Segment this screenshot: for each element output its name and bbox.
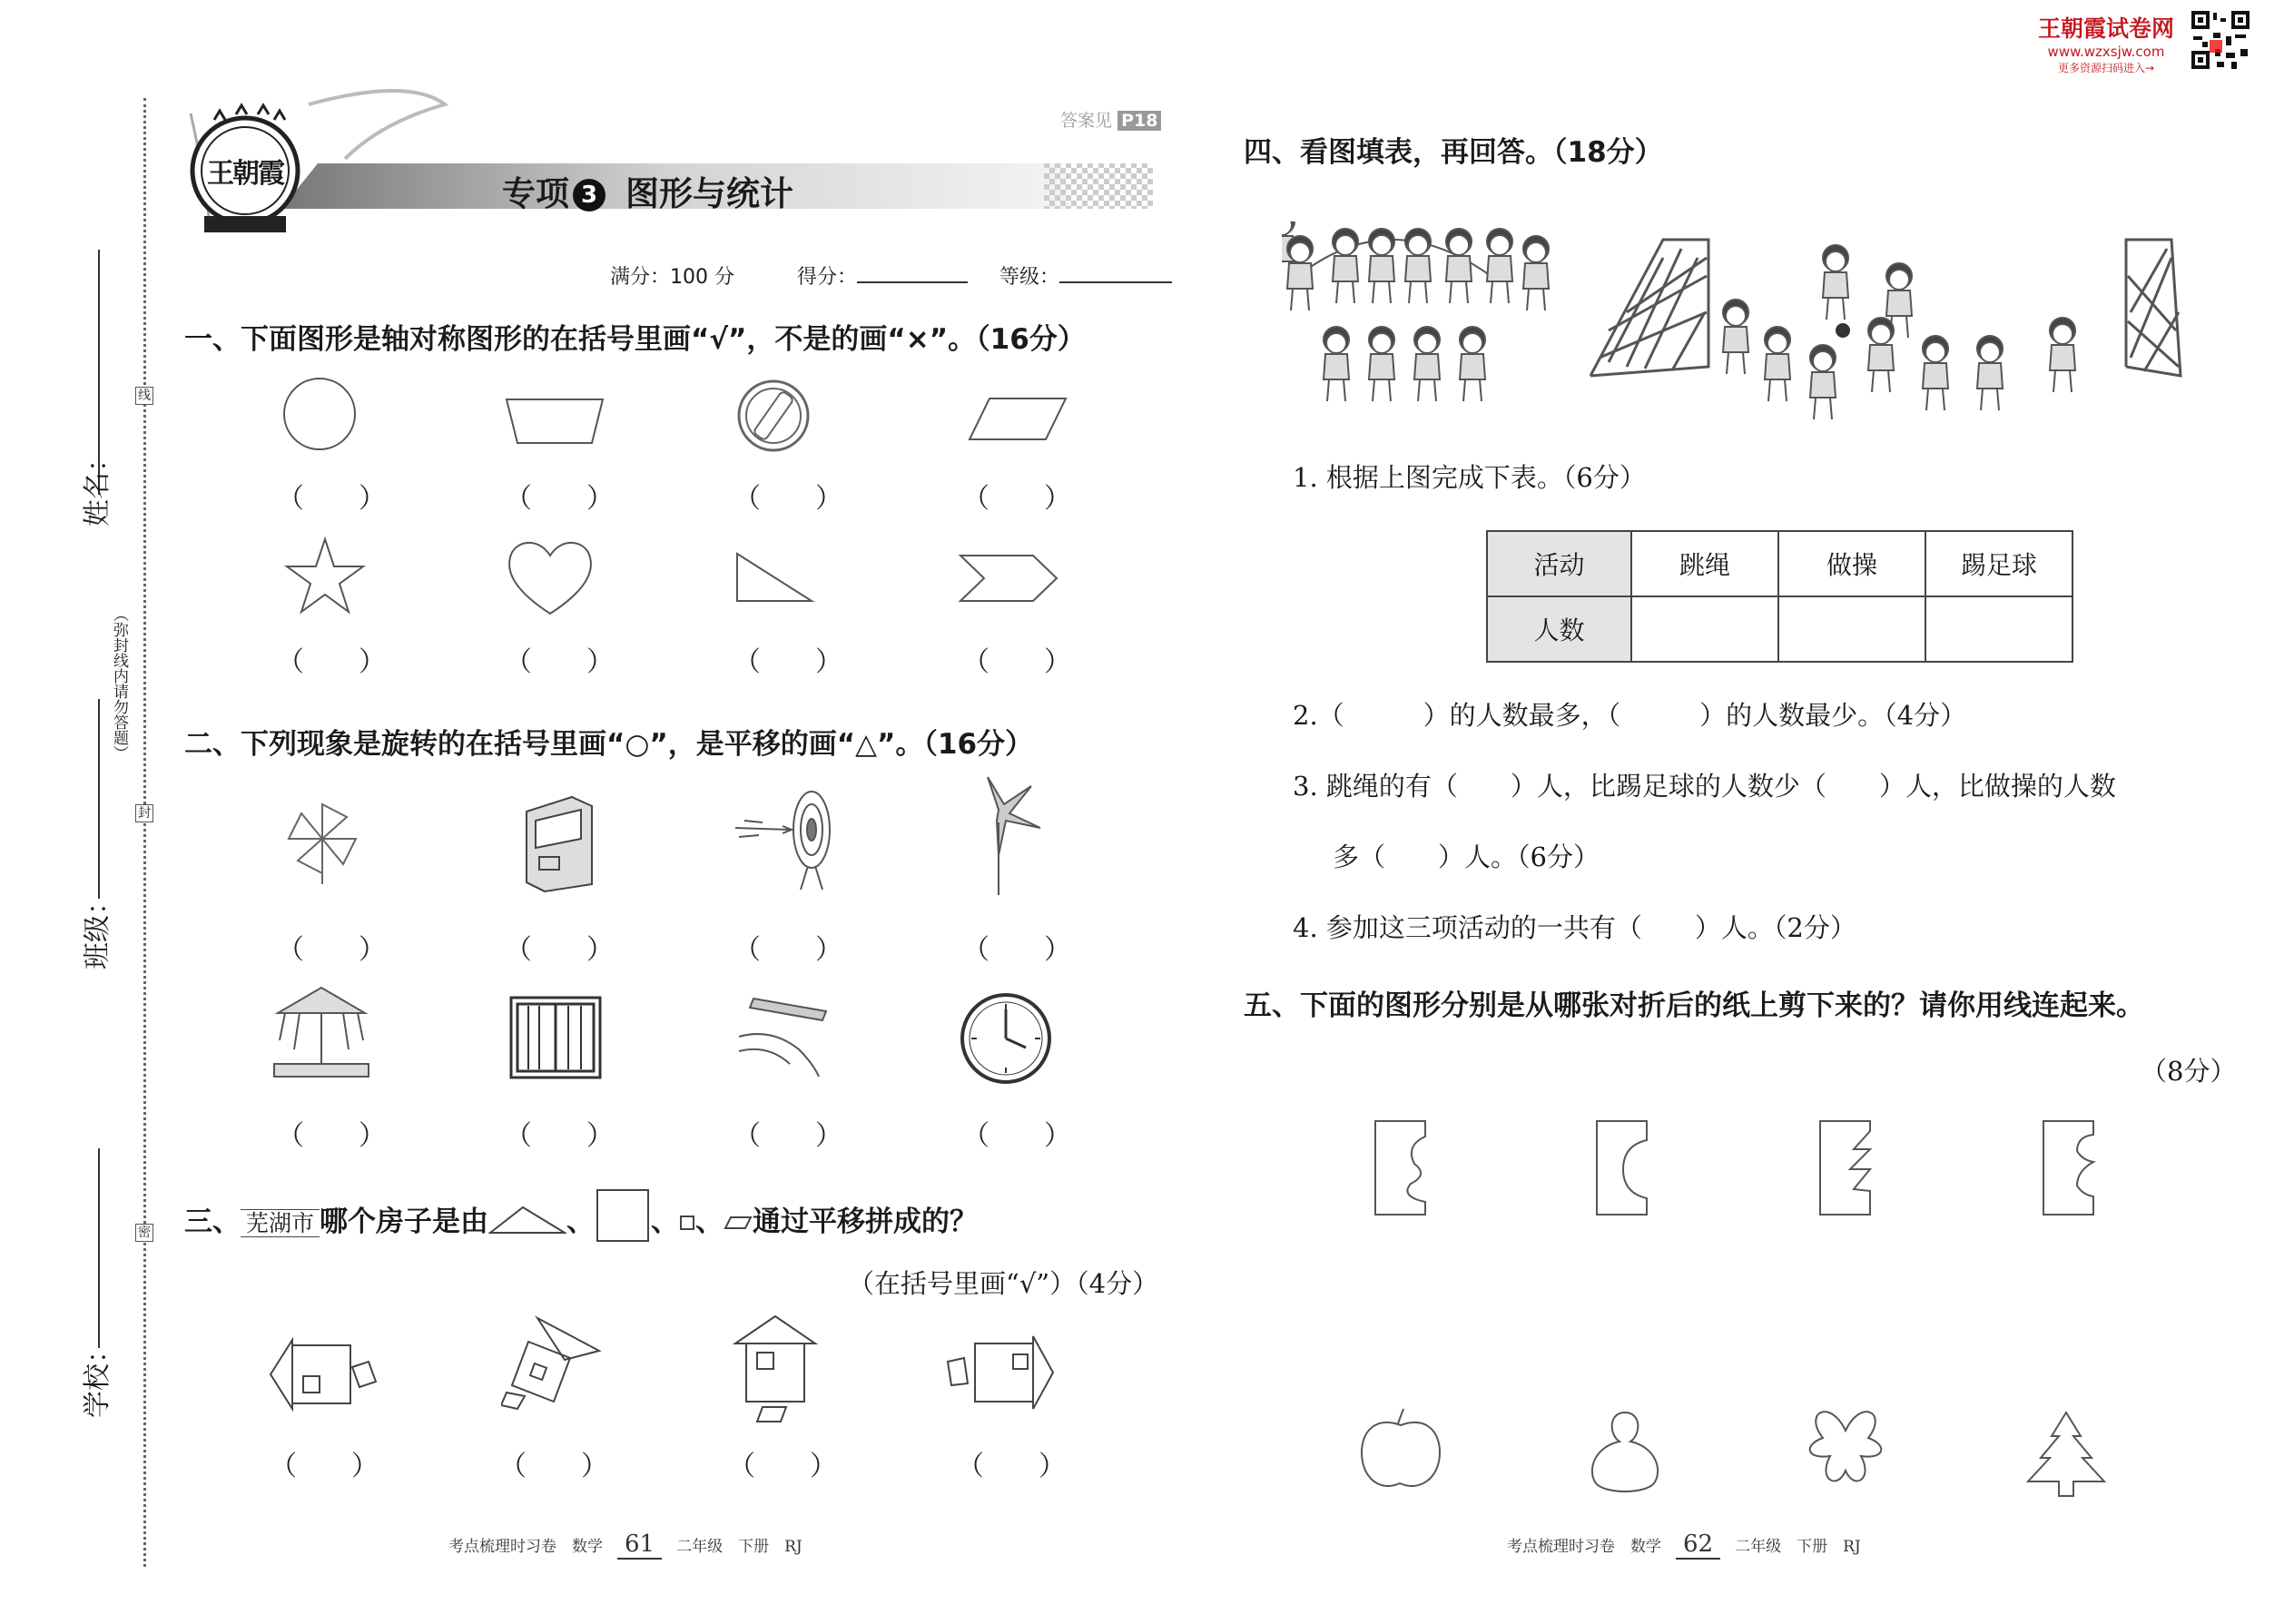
table-row-label: 人数: [1487, 596, 1631, 662]
class-label: 班级：: [82, 888, 113, 969]
q2-answer-5[interactable]: （ ）: [277, 1120, 386, 1152]
title-text: 图形与统计: [625, 174, 793, 213]
carousel-icon: [271, 982, 372, 1080]
q3-answer-3[interactable]: （ ）: [728, 1451, 837, 1482]
answer-ref-page: P18: [1117, 111, 1161, 131]
house-option-d: [944, 1329, 1057, 1418]
q5-title: 五、下面的图形分别是从哪张对折后的纸上剪下来的？请你用线连起来。: [1244, 989, 2144, 1022]
footer-left-grade: 二年级 下册 RJ: [676, 1538, 802, 1556]
q4-sub4: 4. 参加这三项活动的一共有（ ）人。（2分）: [1293, 912, 1856, 943]
q1-answer-1[interactable]: （ ）: [277, 483, 386, 515]
electric-fan-icon: [962, 773, 1044, 897]
count-exercise-cell[interactable]: [1778, 596, 1925, 662]
prohibition-sign-shape: [735, 378, 812, 454]
q2-title: 二、下列现象是旋转的在括号里画“○”，是平移的画“△”。（16分）: [184, 728, 1034, 761]
q4-title: 四、看图填表，再回答。（18分）: [1244, 136, 1663, 169]
q2-answer-1[interactable]: （ ）: [277, 934, 386, 966]
footer-left-book: 考点梳理时习卷 数学: [448, 1538, 603, 1556]
star-shape: [283, 536, 367, 615]
q1-answer-8[interactable]: （ ）: [962, 646, 1071, 678]
footer-right-grade: 二年级 下册 RJ: [1735, 1538, 1861, 1556]
q1-answer-6[interactable]: （ ）: [505, 646, 614, 678]
binding-line: [143, 98, 146, 1567]
q1-answer-7[interactable]: （ ）: [733, 646, 842, 678]
school-underline: [98, 1148, 100, 1348]
q3-prefix: 三、: [184, 1206, 241, 1238]
seal-xian: 线: [135, 387, 153, 405]
folded-paper-3[interactable]: [1817, 1118, 1874, 1218]
parallelogram-piece-icon: [724, 1215, 753, 1231]
title-prefix: 专项: [502, 174, 569, 213]
q3-text-a: 哪个房子是由: [320, 1206, 489, 1238]
activity-table: [1486, 530, 2073, 663]
parallelogram-shape: [966, 396, 1069, 443]
q2-answer-3[interactable]: （ ）: [733, 934, 842, 966]
q4-sub1: 1. 根据上图完成下表。（6分）: [1293, 462, 1646, 493]
folded-paper-2[interactable]: [1594, 1118, 1650, 1218]
table-header-exercise: 做操: [1778, 531, 1925, 596]
folded-paper-4[interactable]: [2041, 1118, 2097, 1218]
school-label: 学校：: [82, 1336, 113, 1418]
q3-note: （在括号里画“√”）（4分）: [848, 1268, 1159, 1299]
seal-mi: 密: [135, 1224, 153, 1242]
footer-left: [448, 1530, 802, 1558]
q1-answer-5[interactable]: （ ）: [277, 646, 386, 678]
folded-paper-1[interactable]: [1373, 1118, 1429, 1218]
watermark-url: www.wzxsjw.com: [2047, 44, 2165, 60]
score-label: 得分：: [797, 266, 858, 289]
seal-feng: 封: [135, 804, 153, 822]
q3-sep-1: 、: [566, 1206, 596, 1238]
footer-right-page: 62: [1676, 1530, 1720, 1560]
butterfly-shape[interactable]: [1803, 1403, 1888, 1494]
sliding-window-icon: [508, 995, 603, 1080]
right-triangle-shape: [733, 550, 815, 605]
q3-text-b: 通过平移拼成的？: [753, 1206, 979, 1238]
table-header-row: [1487, 531, 2072, 596]
q2-answer-4[interactable]: （ ）: [962, 934, 1071, 966]
watermark-brand: 王朝霞试卷网: [2037, 15, 2174, 42]
q3-sep-2: 、: [651, 1206, 680, 1238]
q3-answer-1[interactable]: （ ）: [270, 1451, 379, 1482]
dart-target-icon: [726, 788, 844, 893]
activities-illustration: [1282, 221, 2190, 428]
q1-answer-4[interactable]: （ ）: [962, 483, 1071, 515]
square-piece-icon: [595, 1187, 651, 1244]
q2-answer-7[interactable]: （ ）: [733, 1120, 842, 1152]
q2-answer-2[interactable]: （ ）: [505, 934, 614, 966]
pinwheel-icon: [283, 799, 361, 886]
q3-answer-4[interactable]: （ ）: [957, 1451, 1066, 1482]
apple-shape[interactable]: [1358, 1407, 1443, 1494]
trapezoid-shape: [505, 396, 606, 447]
watermark-tagline: 更多资源扫码进入→: [2057, 62, 2155, 74]
count-jump-rope-cell[interactable]: [1631, 596, 1778, 662]
watermark: [2029, 11, 2183, 75]
sliding-ruler-icon: [735, 991, 841, 1078]
logo-text: 王朝霞: [207, 158, 283, 190]
small-square-piece-icon: [679, 1215, 695, 1231]
q5-score: （8分）: [2141, 1056, 2237, 1087]
table-header-football: 踢足球: [1925, 531, 2072, 596]
tree-shape[interactable]: [2024, 1409, 2108, 1500]
q3-answer-2[interactable]: （ ）: [499, 1451, 608, 1482]
title-number-badge: 3: [573, 179, 605, 212]
chevron-shape: [957, 552, 1060, 605]
table-count-row: [1487, 596, 2072, 662]
score-field[interactable]: [857, 281, 968, 283]
qr-code-icon: [2190, 9, 2251, 71]
q3-sep-3: 、: [695, 1206, 724, 1238]
score-line: [610, 261, 1172, 290]
name-label: 姓名：: [82, 445, 113, 527]
triangle-piece-icon: [488, 1204, 566, 1235]
margin-notice: （弥封线内请勿答题）: [110, 606, 128, 761]
q4-sub3a: 3. 跳绳的有（ ）人，比踢足球的人数少（ ）人，比做操的人数: [1293, 771, 2116, 802]
header-ribbon: [172, 86, 1162, 241]
gourd-shape[interactable]: [1581, 1407, 1669, 1496]
circle-shape: [281, 376, 358, 452]
grade-field[interactable]: [1059, 281, 1172, 283]
full-score: 满分：100 分: [610, 266, 734, 289]
table-header-activity: 活动: [1487, 531, 1631, 596]
count-football-cell[interactable]: [1925, 596, 2072, 662]
house-option-b: [501, 1314, 603, 1416]
q4-sub2: 2.（ ）的人数最多，（ ）的人数最少。（4分）: [1293, 700, 1967, 731]
house-option-c: [730, 1313, 821, 1427]
house-option-a: [267, 1331, 378, 1418]
clock-icon: [959, 991, 1053, 1086]
answer-reference: [1060, 107, 1161, 132]
footer-right: [1507, 1530, 1861, 1558]
q1-answer-3[interactable]: （ ）: [733, 483, 842, 515]
class-underline: [98, 699, 100, 899]
atm-machine-icon: [508, 793, 599, 895]
q2-answer-6[interactable]: （ ）: [505, 1120, 614, 1152]
grade-label: 等级：: [999, 266, 1060, 289]
q1-answer-2[interactable]: （ ）: [505, 483, 614, 515]
q2-answer-8[interactable]: （ ）: [962, 1120, 1071, 1152]
q1-title: 一、下面图形是轴对称图形的在括号里画“√”，不是的画“×”。（16分）: [184, 323, 1086, 356]
footer-left-page: 61: [617, 1530, 662, 1560]
answer-ref-prefix: 答案见: [1060, 111, 1113, 131]
q3-title: [184, 1187, 978, 1244]
footer-right-book: 考点梳理时习卷 数学: [1507, 1538, 1661, 1556]
table-header-jump-rope: 跳绳: [1631, 531, 1778, 596]
q3-region-tag: 芜湖市: [241, 1209, 320, 1237]
q4-sub3b: 多（ ）人。（6分）: [1333, 842, 1600, 872]
page-title: [502, 166, 793, 215]
heart-shape: [505, 536, 596, 619]
